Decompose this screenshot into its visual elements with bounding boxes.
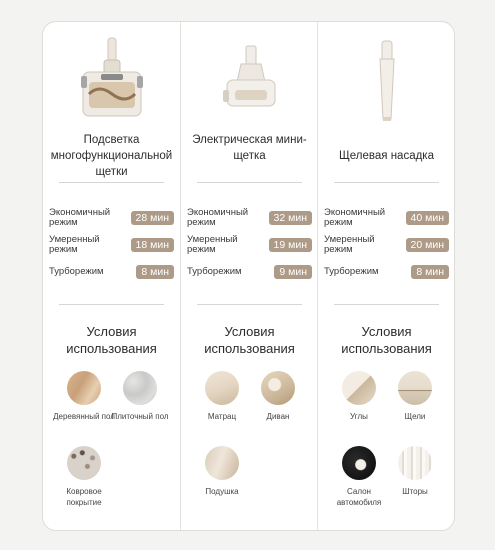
- surface-sofa: [245, 371, 311, 422]
- mattress-icon: [205, 371, 239, 405]
- mode-label: Умеренный режим: [324, 234, 375, 255]
- usage-heading: Условия использования: [66, 324, 157, 356]
- column-crevice-tool: [317, 22, 455, 530]
- mode-label: Экономичный режим: [49, 207, 111, 228]
- surface-label: Подушка: [205, 487, 239, 496]
- carpet-icon: [67, 446, 101, 480]
- pillow-icon: [205, 446, 239, 480]
- surface-pillow: [189, 446, 255, 497]
- mode-row-medium: [187, 232, 312, 258]
- mini-brush-image: [181, 34, 318, 130]
- mode-label: Турборежим: [324, 266, 379, 277]
- corner-icon: [342, 371, 376, 405]
- surface-gaps: [382, 371, 448, 422]
- surface-label: Углы: [350, 412, 368, 421]
- mode-row-turbo: [187, 259, 312, 285]
- divider: [197, 304, 302, 305]
- surface-carpet: [51, 446, 117, 508]
- runtime-badge: 19 мин: [269, 238, 312, 252]
- mode-label: Турборежим: [187, 266, 242, 277]
- surface-label: Салон автомобиля: [336, 487, 382, 507]
- mode-label: Умеренный режим: [49, 234, 100, 255]
- surface-label: Матрац: [207, 412, 237, 421]
- crevice-tool-image: [318, 34, 455, 130]
- car-interior-icon: [342, 446, 376, 480]
- divider: [59, 182, 164, 183]
- mode-row-medium: [324, 232, 449, 258]
- usage-heading: Условия использования: [341, 324, 432, 356]
- curtains-icon: [398, 446, 432, 480]
- surface-label: Плиточный пол: [111, 412, 169, 421]
- column-mini-brush: [180, 22, 318, 530]
- surface-label: Шторы: [402, 487, 428, 496]
- mode-row-eco: [324, 205, 449, 231]
- surface-curtains: [382, 446, 448, 497]
- multifunction-brush-image: [43, 34, 180, 130]
- divider: [334, 182, 439, 183]
- runtime-badge: 8 мин: [411, 265, 449, 279]
- runtime-badge: 28 мин: [131, 211, 174, 225]
- divider: [197, 182, 302, 183]
- runtime-badge: 32 мин: [269, 211, 312, 225]
- surface-label: Диван: [266, 412, 290, 421]
- mode-row-medium: [49, 232, 174, 258]
- mode-label: Экономичный режим: [324, 207, 386, 228]
- surface-label: Ковровое покрытие: [66, 487, 102, 507]
- runtime-badge: 40 мин: [406, 211, 449, 225]
- mode-row-eco: [187, 205, 312, 231]
- divider: [59, 304, 164, 305]
- runtime-badge: 9 мин: [274, 265, 312, 279]
- usage-heading: Условия использования: [204, 324, 295, 356]
- surface-tile-floor: [107, 371, 173, 422]
- runtime-badge: 20 мин: [406, 238, 449, 252]
- mode-label: Экономичный режим: [187, 207, 249, 228]
- product-title: Щелевая насадка: [339, 150, 434, 162]
- mode-row-turbo: [324, 259, 449, 285]
- gap-icon: [398, 371, 432, 405]
- mode-label: Турборежим: [49, 266, 104, 277]
- mode-row-turbo: [49, 259, 174, 285]
- mode-row-eco: [49, 205, 174, 231]
- divider: [334, 304, 439, 305]
- tile-floor-icon: [123, 371, 157, 405]
- column-multifunction-brush: [43, 22, 180, 530]
- mode-label: Умеренный режим: [187, 234, 238, 255]
- product-title: Электрическая мини-щетка: [192, 134, 307, 162]
- sofa-icon: [261, 371, 295, 405]
- surface-label: Щели: [404, 412, 426, 421]
- runtime-badge: 18 мин: [131, 238, 174, 252]
- wood-floor-icon: [67, 371, 101, 405]
- comparison-card: [42, 21, 455, 531]
- runtime-badge: 8 мин: [136, 265, 174, 279]
- product-title: Подсветка многофункциональной щетки: [50, 134, 173, 178]
- surface-label: Деревянный пол: [53, 412, 115, 421]
